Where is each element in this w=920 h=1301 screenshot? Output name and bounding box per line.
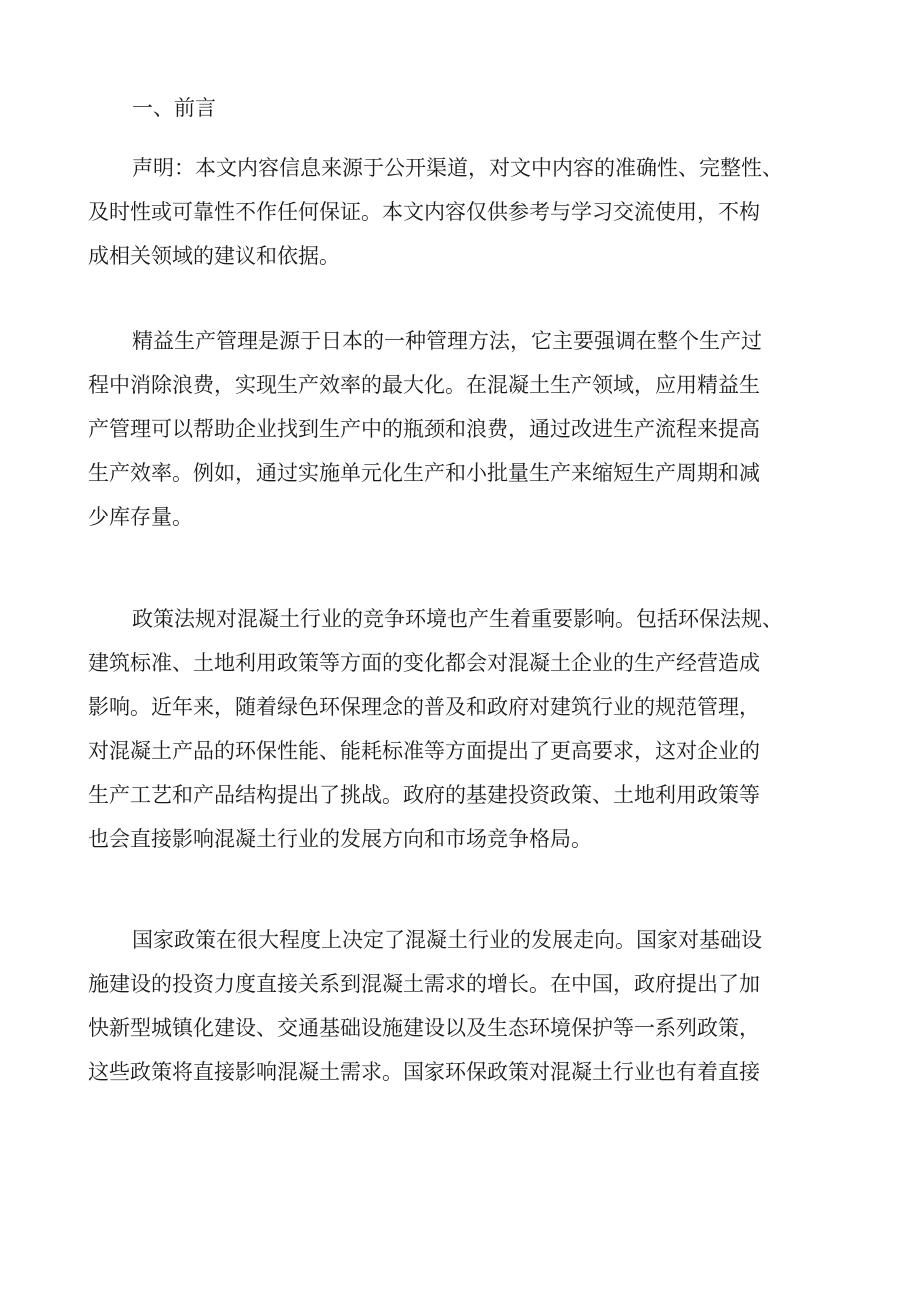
paragraph-line: 施建设的投资力度直接关系到混凝土需求的增长。在中国，政府提出了加	[88, 972, 760, 996]
paragraph-line: 及时性或可靠性不作任何保证。本文内容仅供参考与学习交流使用，不构	[88, 200, 760, 224]
paragraph-line: 也会直接影响混凝土行业的发展方向和市场竞争格局。	[88, 827, 592, 851]
paragraph-line: 成相关领域的建议和依据。	[88, 244, 340, 268]
paragraph-line: 这些政策将直接影响混凝土需求。国家环保政策对混凝土行业也有着直接	[88, 1060, 760, 1084]
paragraph-line: 政策法规对混凝土行业的竞争环境也产生着重要影响。包括环保法规、	[132, 607, 783, 631]
paragraph-line: 对混凝土产品的环保性能、能耗标准等方面提出了更高要求，这对企业的	[88, 739, 760, 763]
paragraph-line: 少库存量。	[88, 505, 193, 529]
paragraph-line: 声明：本文内容信息来源于公开渠道，对文中内容的准确性、完整性、	[132, 156, 783, 180]
paragraph-line: 生产工艺和产品结构提出了挑战。政府的基建投资政策、土地利用政策等	[88, 783, 760, 807]
paragraph-line: 建筑标准、土地利用政策等方面的变化都会对混凝土企业的生产经营造成	[88, 651, 760, 675]
paragraph-line: 程中消除浪费，实现生产效率的最大化。在混凝土生产领域，应用精益生	[88, 373, 760, 397]
paragraph-line: 生产效率。例如，通过实施单元化生产和小批量生产来缩短生产周期和减	[88, 461, 760, 485]
paragraph-policy-regulation	[88, 597, 833, 861]
paragraph-line: 产管理可以帮助企业找到生产中的瓶颈和浪费，通过改进生产流程来提高	[88, 417, 760, 441]
paragraph-lean-production	[88, 319, 833, 539]
paragraph-national-policy	[88, 918, 833, 1094]
section-title: 一、前言	[132, 96, 216, 120]
paragraph-disclaimer	[88, 146, 833, 278]
paragraph-line: 影响。近年来，随着绿色环保理念的普及和政府对建筑行业的规范管理，	[88, 695, 760, 719]
paragraph-line: 国家政策在很大程度上决定了混凝土行业的发展走向。国家对基础设	[132, 928, 762, 952]
paragraph-line: 精益生产管理是源于日本的一种管理方法，它主要强调在整个生产过	[132, 329, 762, 353]
paragraph-line: 快新型城镇化建设、交通基础设施建设以及生态环境保护等一系列政策，	[88, 1016, 760, 1040]
